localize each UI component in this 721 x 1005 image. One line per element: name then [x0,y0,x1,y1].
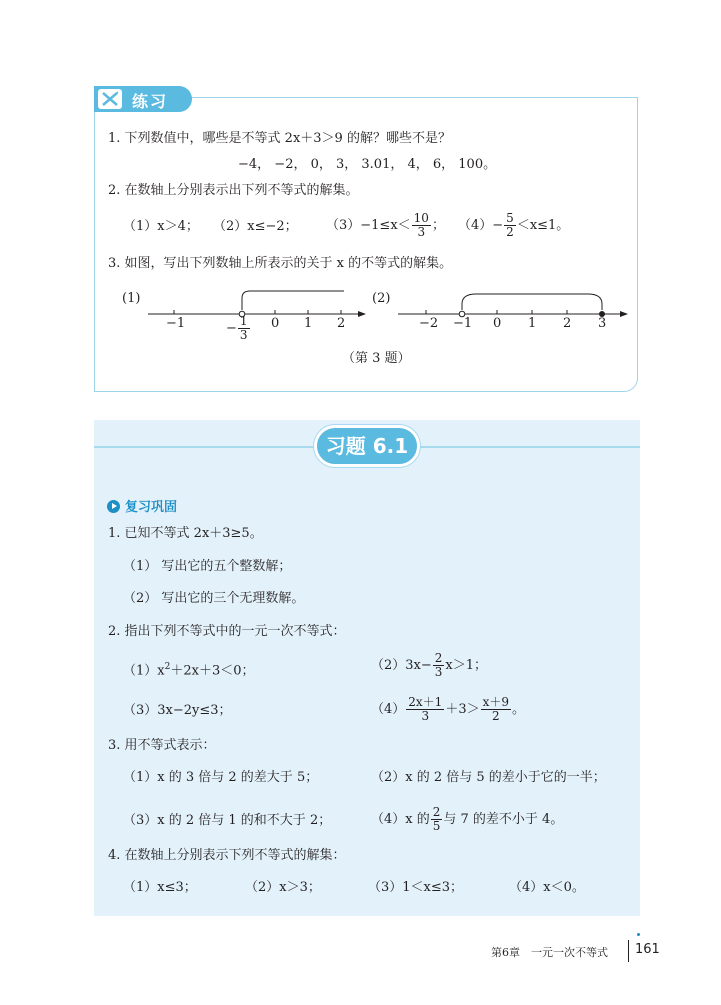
fig1-tick-1: 1 [304,316,313,331]
set-q1-p1: （1） 写出它的五个整数解； [123,559,292,574]
exercise-q2: 2. 在数轴上分别表示出下列不等式的解集。 [108,183,359,198]
play-circle-icon [107,500,120,513]
set-q3-p1: （1）x 的 3 倍与 2 的差大于 5； [123,770,319,785]
set-q2-p4: （4） $\frac{2x+1}{3}$ ＋3＞ $\frac{x+9}{2}$ 。 [371,695,526,723]
figure-caption: （第 3 题） [342,351,411,366]
page-number: 161 [635,942,660,957]
set-q2-p2: （2）3x− $\frac{2}{3}$ x＞1； [371,651,488,679]
set-q1-p2: （2） 写出它的三个无理数解。 [123,591,305,606]
set-q4-p3: （3）1＜x≤3； [368,880,464,895]
set-q2-p1: $(1)x^2+2x+3<0$； [123,662,255,679]
footer-dot [637,933,640,936]
exercise-q1: 1. 下列数值中，哪些是不等式 2x＋3＞9 的解？哪些不是？ [108,131,451,146]
exercise-q2-p2: （2）x≤−2； [213,219,298,234]
review-subhead: 复习巩固 [107,496,177,515]
fig1-tick-neg-third: − $\frac{1}{3}$ [226,314,248,342]
set-q3-p2: （2）x 的 2 倍与 5 的差小于它的一半； [371,770,606,785]
set-q4-p2: （2）x＞3； [245,880,321,895]
set-q3-p3: （3）x 的 2 倍与 1 的和不大于 2； [123,813,332,828]
set-q4: 4. 在数轴上分别表示下列不等式的解集： [108,848,346,863]
set-q2: 2. 指出下列不等式中的一元一次不等式： [108,624,346,639]
exercise-set-title: 习题 6.1 [314,425,420,467]
fig2-tick-1: 1 [528,316,537,331]
fig2-tick-neg2: −2 [419,316,439,331]
footer-chapter: 第6章 一元一次不等式 [491,946,608,959]
exercise-q2-p1: （1）x＞4； [123,219,199,234]
fig1-number-line [140,282,370,342]
ruler-pencil-icon [98,89,122,109]
fig1-label: (1) [122,291,141,306]
set-q4-p4: （4）x＜0。 [509,880,585,895]
fig2-tick-2: 2 [563,316,572,331]
set-q1: 1. 已知不等式 2x＋3≥5。 [108,526,263,541]
fig1-tick-neg1: −1 [166,316,186,331]
fig1-tick-2: 2 [337,316,346,331]
set-q3: 3. 用不等式表示： [108,738,216,753]
fig1-tick-0: 0 [271,316,280,331]
footer-divider [628,940,629,962]
exercise-q2-p4: （4）− $\frac{5}{2}$ ＜x≤1。 [458,211,570,239]
exercise-tag-label: 练习 [132,92,169,111]
fig2-label: (2) [372,291,391,306]
fig2-tick-neg1: −1 [453,316,473,331]
fig2-tick-3: 3 [598,316,607,331]
set-q4-p1: （1）x≤3； [123,880,197,895]
exercise-tag [94,86,192,112]
set-q3-p4: （4）x 的 $\frac{2}{5}$ 与 7 的差不小于 4。 [371,805,564,833]
fig2-tick-0: 0 [493,316,502,331]
set-q2-p3: （3）3x−2y≤3； [123,703,232,718]
exercise-q3: 3. 如图，写出下列数轴上所表示的关于 x 的不等式的解集。 [108,256,453,271]
exercise-q1-values: −4， −2， 0， 3， 3.01， 4， 6， 100。 [238,157,497,172]
exercise-q2-p3: （3）−1≤x＜ $\frac{10}{3}$ ； [326,211,445,239]
